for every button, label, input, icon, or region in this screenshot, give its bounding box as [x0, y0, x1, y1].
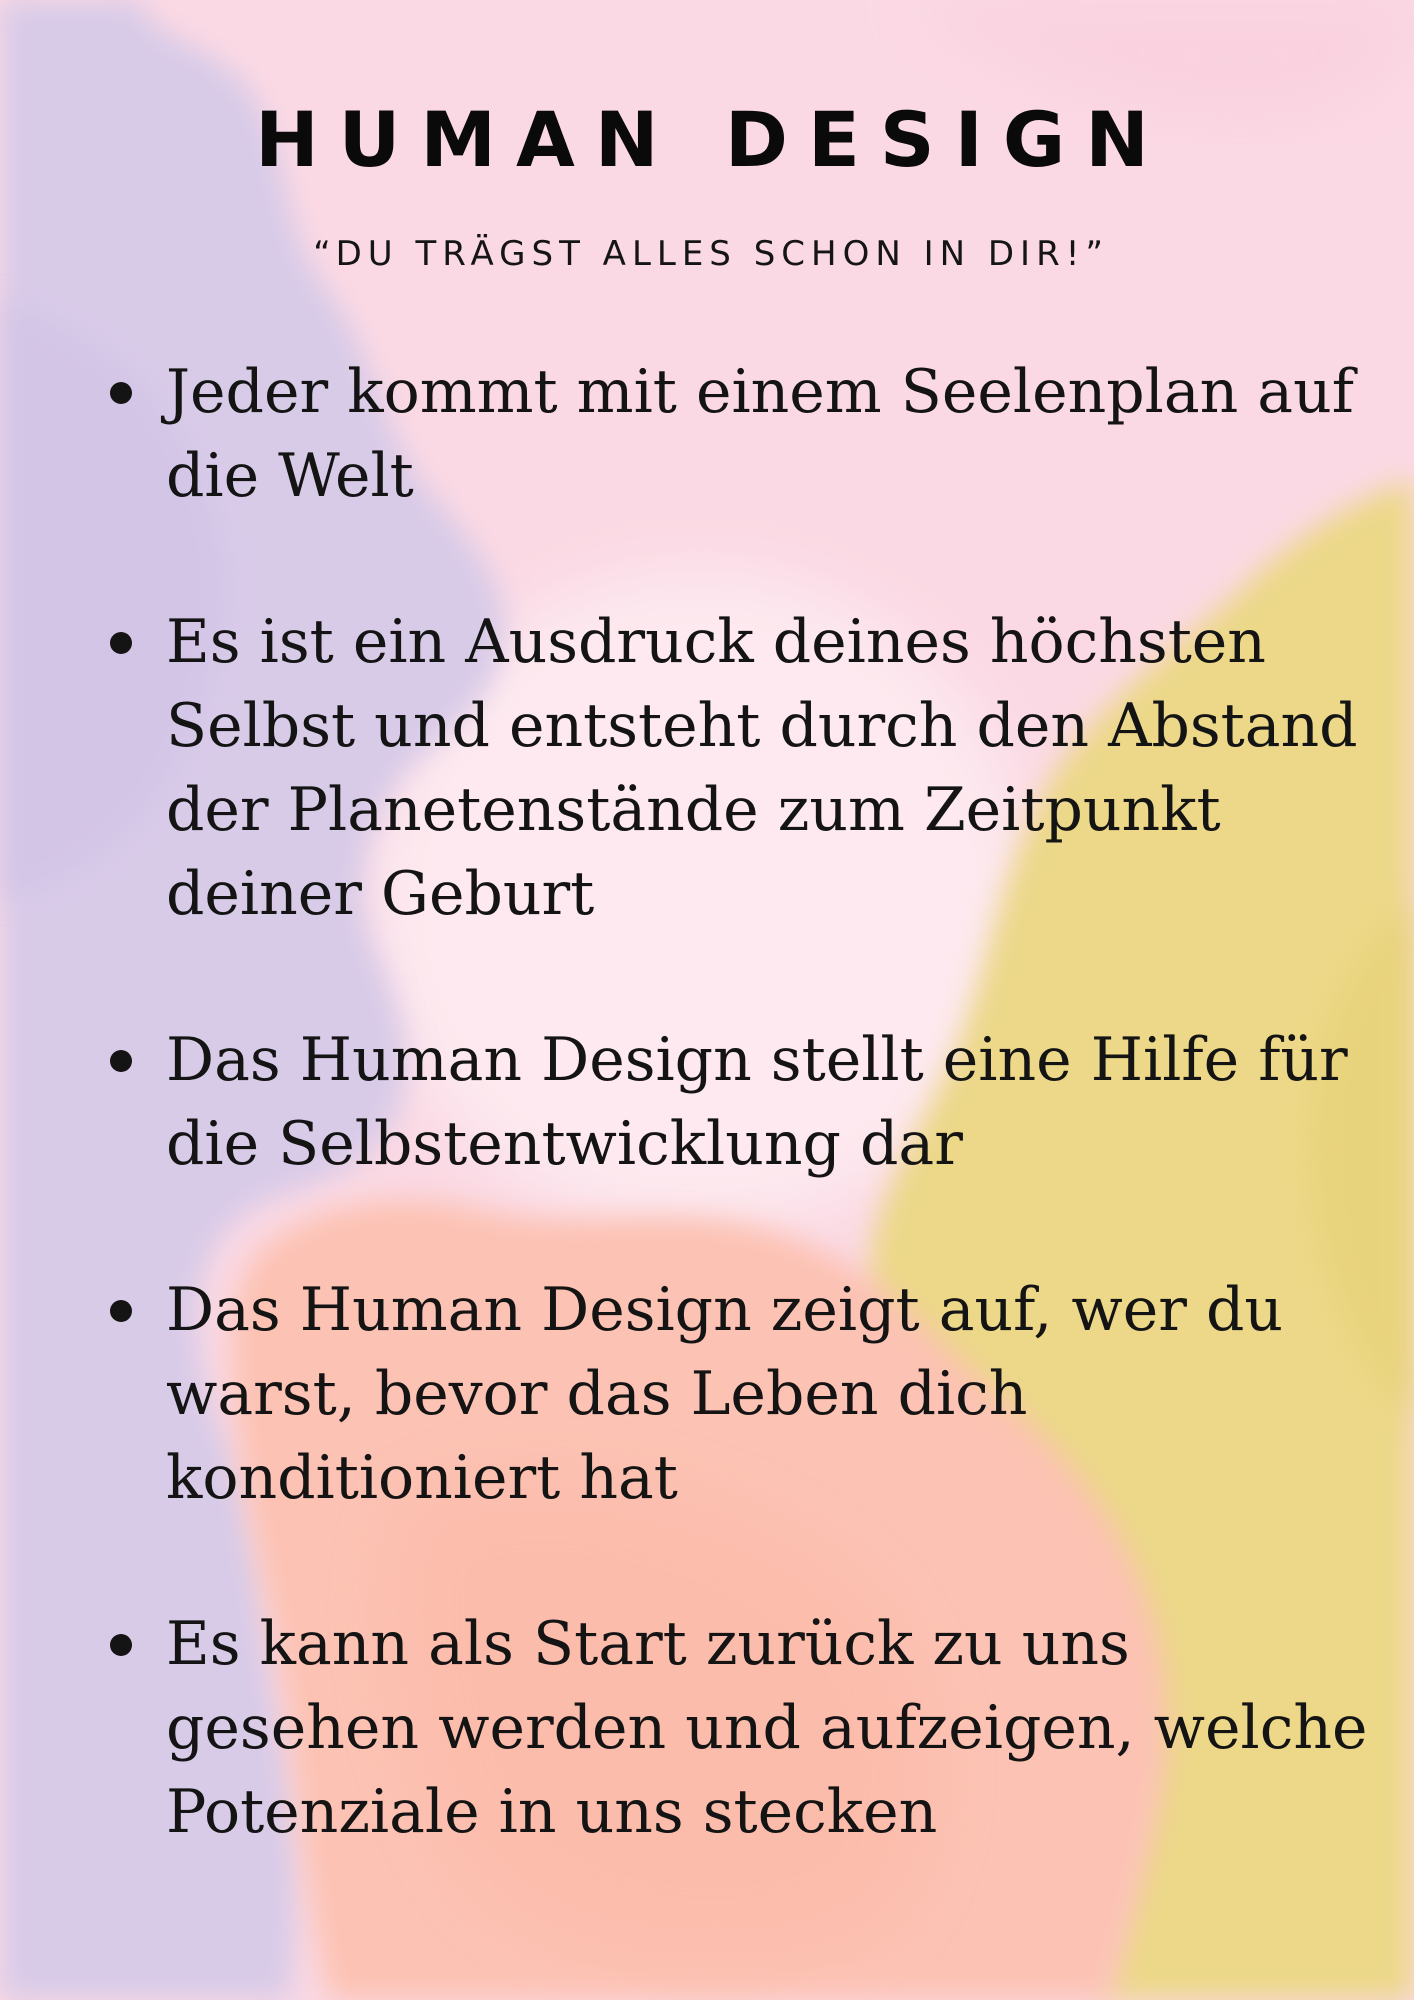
bullet-item	[108, 600, 1383, 936]
bullet-list	[108, 350, 1383, 1936]
bullet-item	[108, 1268, 1383, 1520]
bullet-dot-icon	[110, 1634, 132, 1656]
bullet-text: Es kann als Start zurück zu uns gesehen werden und aufzeigen, welche Potenziale in uns stecken	[166, 1609, 1368, 1847]
bullet-text: Jeder kommt mit einem Seelenplan auf die Welt	[166, 357, 1354, 511]
page-subtitle: “DU TRÄGST ALLES SCHON IN DIR!”	[313, 234, 1109, 274]
bullet-dot-icon	[110, 382, 132, 404]
bullet-dot-icon	[110, 632, 132, 654]
bullet-dot-icon	[110, 1050, 132, 1072]
bullet-item	[108, 1602, 1383, 1854]
bullet-text: Es ist ein Ausdruck deines höchsten Selbst und entsteht durch den Abstand der Planetenstände zum Zeitpunkt deiner Geburt	[166, 607, 1358, 929]
bullet-item	[108, 350, 1383, 518]
page-title: HUMAN DESIGN	[255, 95, 1169, 184]
bullet-text: Das Human Design zeigt auf, wer du warst, bevor das Leben dich konditioniert hat	[166, 1275, 1284, 1513]
bullet-text: Das Human Design stellt eine Hilfe für die Selbstentwicklung dar	[166, 1025, 1348, 1179]
bullet-dot-icon	[110, 1300, 132, 1322]
bullet-item	[108, 1018, 1383, 1186]
